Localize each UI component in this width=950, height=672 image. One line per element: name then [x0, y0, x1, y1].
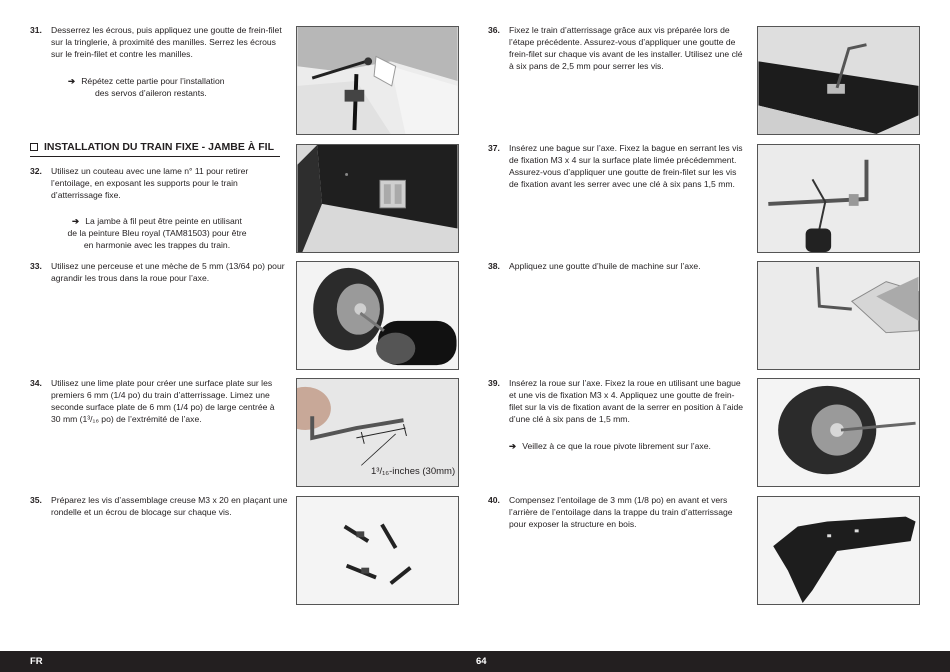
photo-covering-cut: [757, 496, 920, 605]
arrow-icon: ➔: [509, 441, 517, 451]
photo-collar-axle: [757, 144, 920, 253]
step-39: 39. Insérez la roue sur l’axe. Fixez la roue en utilisant une bague et une vis de fixation M3 x 4. Appliquez une goutte de frein- filet sur la vis de fixation avant de la serrer en position à l’aide d’une clé à six pans de 1,5 mm. ➔ Veillez à ce que la roue pivote librement sur l’axe.: [488, 378, 744, 451]
step-note: ➔ La jambe à fil peut être peinte en utilisant de la peinture Bleu royal (TAM81503) pour être en harmonie avec les trappes du train.: [67, 216, 247, 250]
measurement-label: 1³/₁₆-inches (30mm): [371, 466, 456, 477]
step-38: 38. Appliquez une goutte d’huile de machine sur l’axe.: [488, 261, 701, 271]
photo-screws: [296, 496, 459, 605]
step-34: 34. Utilisez une lime plate pour créer une surface plate sur les premiers 6 mm (1/4 po) du train d’atterrissage. Limez une seconde surface plate de 6 mm (1/4 po) de large centrée à 30 mm (1³/₁₆ po) de l’extrémité de l’axe.: [30, 378, 275, 424]
arrow-icon: ➔: [68, 76, 76, 86]
step-number: 39.: [488, 378, 500, 388]
step-36: 36. Fixez le train d’atterrissage grâce aux vis préparée lors de l’étape précédente. Assurez-vous d’appliquer une goutte de frein-filet sur chaque vis avant de les installer. Utilisez une clé à six pans de 2,5 mm pour serrer les vis.: [488, 25, 743, 71]
step-number: 32.: [30, 166, 42, 176]
section-title: INSTALLATION DU TRAIN FIXE - JAMBE À FIL: [30, 140, 280, 157]
step-text-line: Desserrez les écrous, puis appliquez une goutte de frein-filet: [51, 25, 282, 35]
photo-oil-axle: [757, 261, 920, 370]
step-number: 36.: [488, 25, 500, 35]
step-37: 37. Insérez une bague sur l’axe. Fixez la bague en serrant les vis de fixation M3 x 4 sur la surface plate limée précédemment. Assurez-vous d’appliquer une goutte de frein-filet sur les vis de fixation avant les serrer avec une clé à six pans 1,5 mm.: [488, 143, 743, 189]
step-note: ➔ Répétez cette partie pour l’installation des servos d’aileron restants.: [68, 76, 225, 98]
photo-gear-hex-key: [757, 26, 920, 135]
step-text-line: sur le frein-filet et contre les manilles.: [51, 49, 193, 59]
page-number: 64: [476, 656, 487, 667]
step-number: 34.: [30, 378, 42, 388]
step-31: [30, 24, 290, 134]
step-text-line: sur la tringlerie, à proximité des manilles. Serrez les écrous: [51, 37, 276, 47]
step-35: 35. Préparez les vis d’assemblage creuse M3 x 20 en plaçant une rondelle et un écrou de blocage sur chaque vis.: [30, 495, 288, 517]
step-33: 33. Utilisez une perceuse et une mèche de 5 mm (13/64 po) pour agrandir les trous dans la roue pour l’axe.: [30, 261, 285, 283]
step-number: 37.: [488, 143, 500, 153]
step-number: 40.: [488, 495, 500, 505]
step-number: 31.: [30, 25, 42, 35]
step-32: 32. Utilisez un couteau avec une lame n° 11 pour retirer l’entoilage, en exposant les supports pour le train d’atterrissage fixe. ➔ La jambe à fil peut être peinte en utilisant de la peinture Bleu royal (TAM81503) pour être en harmonie avec les trappes du train.: [30, 165, 290, 255]
step-number: 35.: [30, 495, 42, 505]
step-note: ➔ Veillez à ce que la roue pivote librement sur l’axe.: [509, 441, 711, 451]
checkbox-icon: [30, 143, 38, 151]
arrow-icon: ➔: [72, 216, 80, 226]
language-label: FR: [30, 656, 43, 667]
step-number: 33.: [30, 261, 42, 271]
photo-aileron-linkage: [296, 26, 459, 135]
photo-fuselage-mounts: [296, 144, 459, 253]
page-footer: [0, 651, 950, 672]
photo-wheel-mounted: [757, 378, 920, 487]
step-number: 38.: [488, 261, 500, 271]
step-40: 40. Compensez l’entoilage de 3 mm (1/8 po) en avant et vers l’arrière de l’entoilage dans la trappe du train d’atterrissage pour exposer la structure en bois.: [488, 495, 733, 529]
photo-wheel-drill: [296, 261, 459, 370]
